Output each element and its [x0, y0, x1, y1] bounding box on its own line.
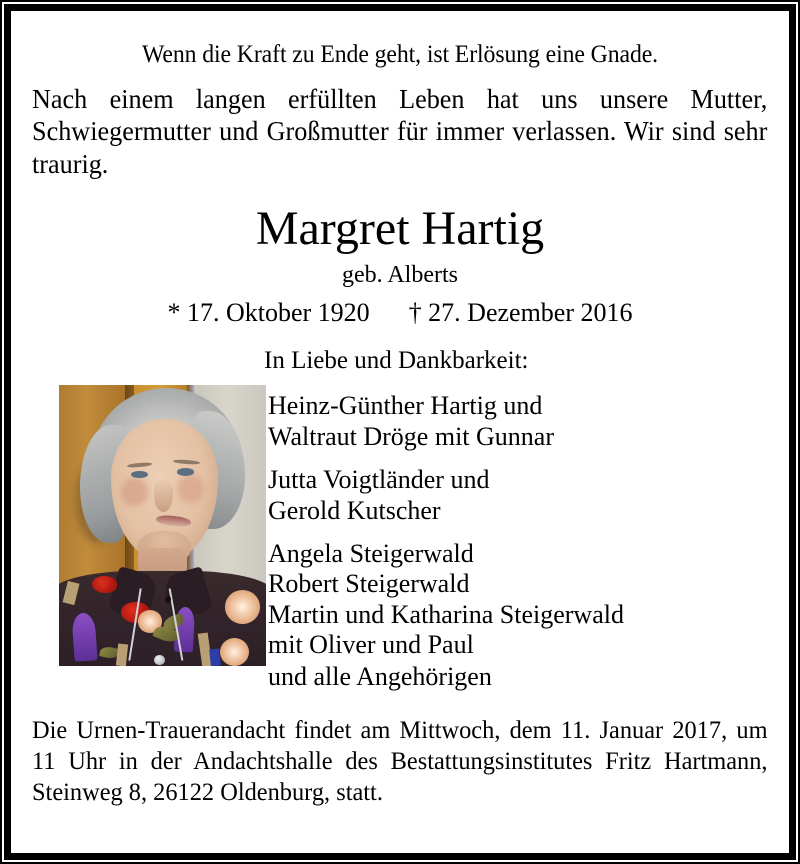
- dedication-line: In Liebe und Dankbarkeit:: [264, 347, 529, 375]
- nose: [154, 478, 173, 512]
- maiden-name: geb. Alberts: [342, 262, 458, 289]
- lead-paragraph: Nach einem langen erfüllten Leben hat uns unsere Mutter, Schwiegermutter und Großmutter für immer verlassen. Wir sind sehr traurig.: [32, 83, 768, 180]
- family-line: Angela Steigerwald: [268, 538, 474, 568]
- family-group: [268, 539, 768, 661]
- blossom-flower: [225, 590, 260, 624]
- family-line: Jutta Voigtländer und: [268, 465, 490, 495]
- closing-line: und alle Angehörigen: [268, 661, 492, 691]
- family-line: Heinz-Günther Hartig und: [268, 391, 543, 421]
- blouse-button: [165, 596, 172, 603]
- cheek-left: [121, 478, 148, 506]
- family-group: [268, 465, 768, 526]
- motto-line: Wenn die Kraft zu Ende geht, ist Erlösung eine Gnade.: [141, 41, 659, 68]
- family-line: Martin und Katharina Steigerwald: [268, 599, 624, 629]
- family-list: [268, 391, 768, 660]
- portrait-photo: [59, 385, 266, 666]
- necklace-pendant: [154, 655, 164, 665]
- middle-block: [32, 348, 768, 691]
- notice-frame: [4, 4, 796, 860]
- fabric-stripe: [116, 643, 129, 666]
- fabric-accent: [209, 649, 221, 666]
- family-line: Waltraut Dröge mit Gunnar: [268, 421, 554, 451]
- family-group: [268, 391, 768, 452]
- deceased-name: Margret Hartig: [255, 202, 545, 256]
- family-line: Gerold Kutscher: [268, 495, 441, 525]
- life-dates: * 17. Oktober 1920 † 27. Dezember 2016: [167, 298, 633, 328]
- family-line: Robert Steigerwald: [268, 569, 470, 599]
- poppy-flower: [92, 576, 117, 593]
- cheek-right: [177, 475, 204, 503]
- service-details: Die Urnen-Trauerandacht findet am Mittwoch, dem 11. Januar 2017, um 11 Uhr in der Andachtshalle des Bestattungsinstitutes Fritz Hartmann, Steinweg 8, 26122 Oldenburg, statt.: [32, 717, 768, 807]
- family-line: mit Oliver und Paul: [268, 630, 474, 660]
- notice-content: [11, 11, 789, 853]
- eye-right: [177, 468, 194, 475]
